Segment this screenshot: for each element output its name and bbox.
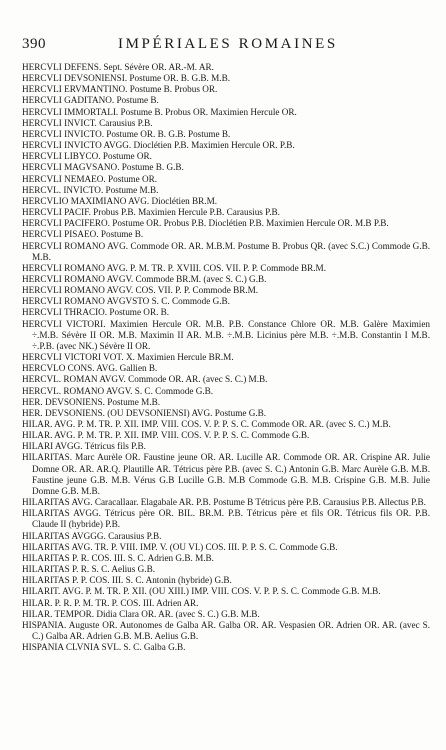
catalog-entry: HERCVLI DEVSONIENSI. Postume OR. B. G.B. M.B. — [22, 73, 231, 84]
catalog-entry: HILARITAS P. P. COS. III. S. C. Antonin (hybride) G.B. — [22, 575, 232, 586]
catalog-entry: HERCVLI PACIF. Probus P.B. Maximien Hercule P.B. Carausius P.B. — [22, 207, 280, 218]
catalog-entry: HISPANIA CLVNIA SVL. S. C. Galba G.B. — [22, 642, 186, 653]
catalog-entry: HERCVLI DEFENS. Sept. Sévère OR. AR.-M. AR. — [22, 62, 214, 72]
catalog-entry: HERCVL. ROMAN AVGV. Commode OR. AR. (avec S. C.) M.B. — [22, 374, 268, 385]
catalog-entry: HER. DEVSONIENS. (OU DEVSONIENSI) AVG. Postume G.B. — [22, 407, 267, 418]
running-title: IMPÉRIALES ROMAINES — [118, 36, 338, 52]
catalog-entry: HERCVLI INVICTO. Postume OR. B. G.B. Postume B. — [22, 128, 231, 139]
catalog-entry: HERCVLI PISAEO. Postume B. — [22, 229, 144, 240]
catalog-entry: HILARITAS P. R. S. C. Aelius G.B. — [22, 564, 156, 575]
catalog-entry: HILARITAS AVGGG. Carausius P.B. — [22, 530, 162, 541]
catalog-entry: HERCVLI VICTORI VOT. X. Maximien Hercule BR.M. — [22, 352, 234, 363]
catalog-entry: HILARITAS AVG. Caracallaar. Elagabale AR. P.B. Postume B Tétricus père P.B. Carausius P.B. Allectus P.B. — [22, 497, 426, 508]
catalog-entry: HERCVLI INVICT. Carausius P.B. — [22, 117, 153, 128]
catalog-entry: HILAR. AVG. P. M. TR. P. XII. IMP. VIII. COS. V. P. P. S. C. Commode G.B. — [22, 430, 310, 441]
catalog-entry: HERCVLI PACIFERO. Postume OR. Probus P.B. Dioclétien P.B. Maximien Hercule OR. M.B P.B. — [22, 218, 389, 229]
catalog-entry: HERCVLI MAGVSANO. Postume B. G.B. — [22, 162, 184, 173]
catalog-entry: HERCVLIO MAXIMIANO AVG. Dioclétien BR.M. — [22, 195, 218, 206]
catalog-entry: HERCVLI ROMANO AVGV. Commode BR.M. (avec S. C.) G.B. — [22, 273, 267, 284]
catalog-entry: HILARITAS P. R. COS. III. S. C. Adrien G.B. M.B. — [22, 552, 214, 563]
catalog-entry: HERCVLI NEMAEO. Postume OR. — [22, 173, 158, 184]
catalog-entry: HERCVLI THRACIO. Postume OR. B. — [22, 307, 170, 318]
catalog-entry: HER. DEVSONIENS. Postume M.B. — [22, 396, 161, 407]
catalog-entry: HILARI AVGG. Tétricus fils P.B. — [22, 441, 146, 452]
catalog-entry: HERCVLI IMMORTALI. Postume B. Probus OR. Maximien Hercule OR. — [22, 106, 297, 117]
catalog-entry: HILARITAS AVG. TR. P. VIII. IMP. V. (OU VI.) COS. III. P. P. S. C. Commode G.B. — [22, 541, 338, 552]
catalog-entry: HERCVLI ROMANO AVGV. COS. VII. P. P. Commode BR.M. — [22, 285, 259, 296]
catalog-entry: HERCVLI LIBYCO. Postume OR. — [22, 151, 152, 162]
catalog-entry: HERCVLO CONS. AVG. Gallien B. — [22, 363, 158, 374]
catalog-entry: HERCVL. INVICTO. Postume M.B. — [22, 184, 159, 195]
catalog-entry: HERCVL. ROMANO AVGV. S. C. Commode G.B. — [22, 385, 214, 396]
catalog-entry: HERCVLI ERVMANTINO. Postume B. Probus OR. — [22, 84, 218, 95]
catalog-entry: HERCVLI ROMANO AVGVSTO S. C. Commode G.B. — [22, 296, 230, 307]
catalog-entry: HILAR. TEMPOR. Didia Clara OR. AR. (avec S. C.) G.B. M.B. — [22, 608, 260, 619]
catalog-entry: HERCVLI INVICTO AVGG. Dioclétien P.B. Maximien Hercule OR. P.B. — [22, 140, 295, 151]
catalog-entry: HERCVLI VICTORI. Maximien Hercule OR. M.B. P.B. Constance Chlore OR. M.B. Galère Maximien ÷.M.B. Sévère II OR. M.B. Maximin II AR. M.B. ÷.M.B. Licinius père M.B. ÷.M.B. Constantin I M.B. ÷.P.B. (avec NK.) Sévère II OR. — [22, 318, 430, 351]
catalog-entry: HERCVLI GADITANO. Postume B. — [22, 95, 159, 106]
page-header — [22, 36, 430, 54]
catalog-entry: HILAR. P. R. P. M. TR. P. COS. III. Adrien AR. — [22, 597, 199, 608]
page-number: 390 — [22, 36, 46, 52]
catalog-entries — [22, 62, 430, 653]
catalog-entry: HILARITAS AVGG. Tétricus père OR. BIL. BR.M. P.B. Tétricus père et fils OR. Tétricus fils OR. P.B. Claude II (hybride) P.B. — [22, 508, 430, 530]
catalog-entry: HERCVLI ROMANO AVG. P. M. TR. P. XVIII. COS. VII. P. P. Commode BR.M. — [22, 262, 326, 273]
catalog-entry: HILARITAS. Marc Aurèle OR. Faustine jeune OR. AR. Lucille AR. Commode OR. AR. Crispine AR. Julie Domne OR. AR. AR.Q. Plautille AR. Tétricus père P.B. (avec S. C.) Antonin G.B. Marc Aurèle G.B. M.B. Faustine jeune G.B. M.B. Vérus G.B Lucille G.B. M.B Commode G.B. M.B. Crispine G.B. M.B. Julie Domne G.B. M.B. — [22, 452, 430, 496]
catalog-entry: HISPANIA. Auguste OR. Autonomes de Galba AR. Galba OR. AR. Vespasien OR. Adrien OR. AR. (avec S. C.) Galba AR. Adrien G.B. M.B. Aelius G.B. — [22, 619, 430, 641]
catalog-entry: HERCVLI ROMANO AVG. Commode OR. AR. M.B.M. Postume B. Probus QR. (avec S.C.) Commode G.B. M.B. — [22, 240, 430, 262]
catalog-entry: HILAR. AVG. P. M. TR. P. XII. IMP. VIII. COS. V. P. P. S. C. Commode OR. AR. (avec S. C.) M.B. — [22, 419, 391, 429]
catalog-entry: HILARIT. AVG. P. M. TR. P. XII. (OU XIII.) IMP. VIII. COS. V. P. P. S. C. Commode G.B. M.B. — [22, 586, 381, 597]
